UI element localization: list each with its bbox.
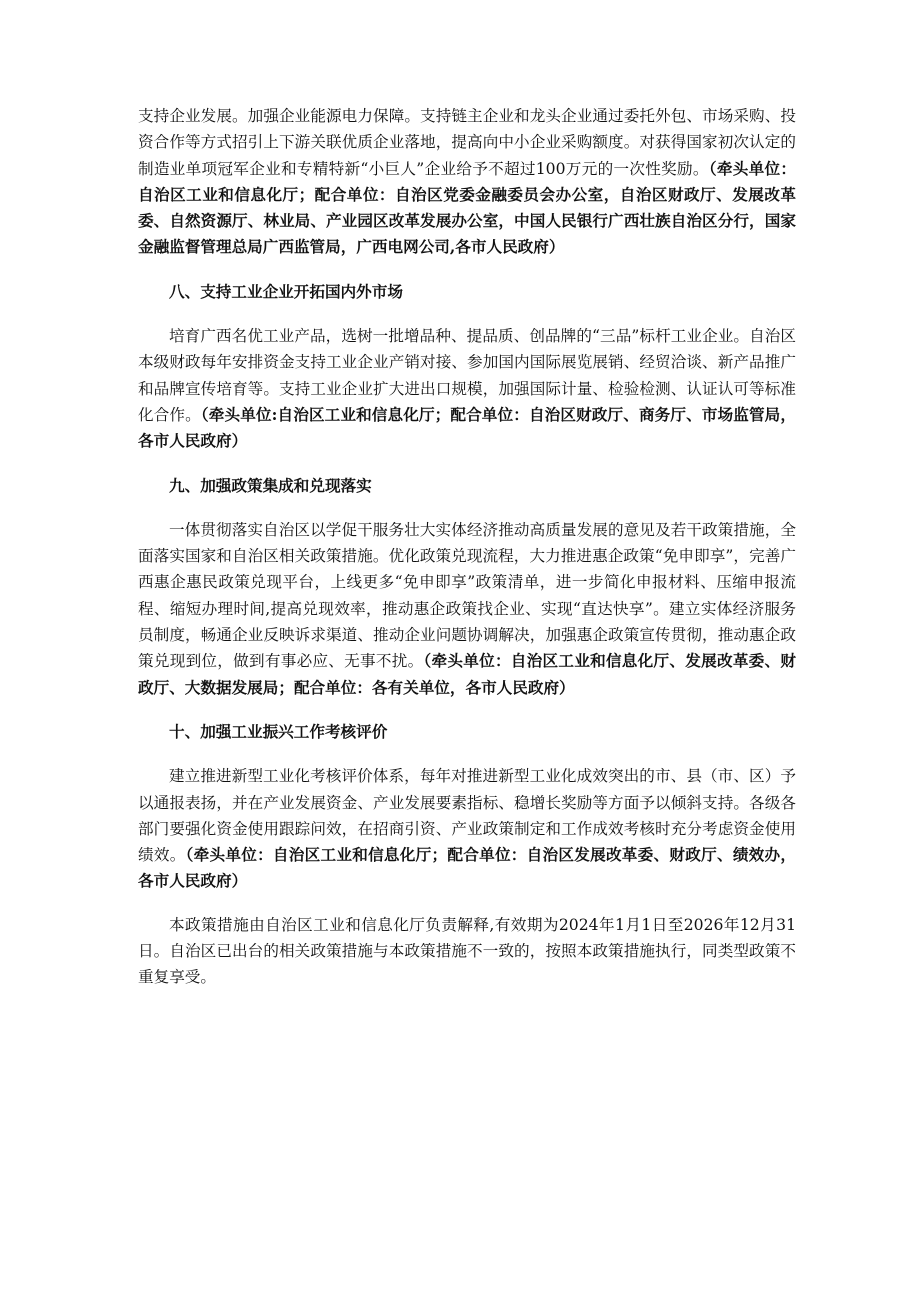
document-page [138,103,796,991]
paragraph-text: 本政策措施由自治区工业和信息化厅负责解释,有效期为2024年1月1日至2026年12月31日。自治区已出台的相关政策措施与本政策措施不一致的，按照本政策措施执行，同类型政策不重复享受。 [138,915,796,987]
section-heading-9: 九、加强政策集成和兑现落实 [169,475,372,495]
paragraph-market-expansion [138,323,796,454]
paragraph-enterprise-support [138,103,796,261]
paragraph-interpretation-validity [138,912,796,991]
responsible-units: （牵头单位：自治区工业和信息化厅；配合单位：自治区党委金融委员会办公室，自治区财政厅、发展改革委、自然资源厅、林业局、产业园区改革发展办公室，中国人民银行广西壮族自治区分行，国家金融监督管理总局广西监管局，广西电网公司,各市人民政府） [138,158,796,257]
responsible-units: （牵头单位:自治区工业和信息化厅；配合单位：自治区财政厅、商务厅、市场监管局，各市人民政府） [138,404,796,451]
paragraph-text: 培育广西名优工业产品，选树一批增品种、提品质、创品牌的“三品”标杆工业企业。自治区本级财政每年安排资金支持工业企业产销对接、参加国内国际展览展销、经贸洽谈、新产品推广和品牌宣传培育等。支持工业企业扩大进出口规模，加强国际计量、检验检测、认证认可等标准化合作。 [138,327,796,424]
paragraph-text: 一体贯彻落实自治区以学促干服务壮大实体经济推动高质量发展的意见及若干政策措施，全面落实国家和自治区相关政策措施。优化政策兑现流程，大力推进惠企政策“免申即享”，完善广西惠企惠民政策兑现平台，上线更多“免申即享”政策清单，进一步简化申报材料、压缩申报流程、缩短办理时间,提高兑现效率，推动惠企政策找企业、实现“直达快享”。建立实体经济服务员制度，畅通企业反映诉求渠道、推动企业问题协调解决，加强惠企政策宣传贯彻，推动惠企政策兑现到位，做到有事必应、无事不扰。 [138,520,796,671]
responsible-units: （牵头单位：自治区工业和信息化厅；配合单位：自治区发展改革委、财政厅、绩效办，各市人民政府） [138,845,796,891]
paragraph-assessment [138,763,796,894]
paragraph-text: 建立推进新型工业化考核评价体系，每年对推进新型工业化成效突出的市、县（市、区）予以通报表扬，并在产业发展资金、产业发展要素指标、稳增长奖励等方面予以倾斜支持。各级各部门要强化资金使用跟踪问效，在招商引资、产业政策制定和工作成效考核时充分考虑资金使用绩效。 [138,767,796,865]
paragraph-text: 支持企业发展。加强企业能源电力保障。支持链主企业和龙头企业通过委托外包、市场采购、投资合作等方式招引上下游关联优质企业落地，提高向中小企业采购额度。对获得国家初次认定的制造业单项冠军企业和专精特新“小巨人”企业给予不超过100万元的一次性奖励。 [138,107,796,178]
section-heading-10: 十、加强工业振兴工作考核评价 [169,721,388,741]
paragraph-policy-implementation [138,517,796,701]
section-heading-8: 八、支持工业企业开拓国内外市场 [169,281,403,301]
responsible-units: （牵头单位：自治区工业和信息化厅、发展改革委、财政厅、大数据发展局；配合单位：各有关单位，各市人民政府） [138,651,796,697]
